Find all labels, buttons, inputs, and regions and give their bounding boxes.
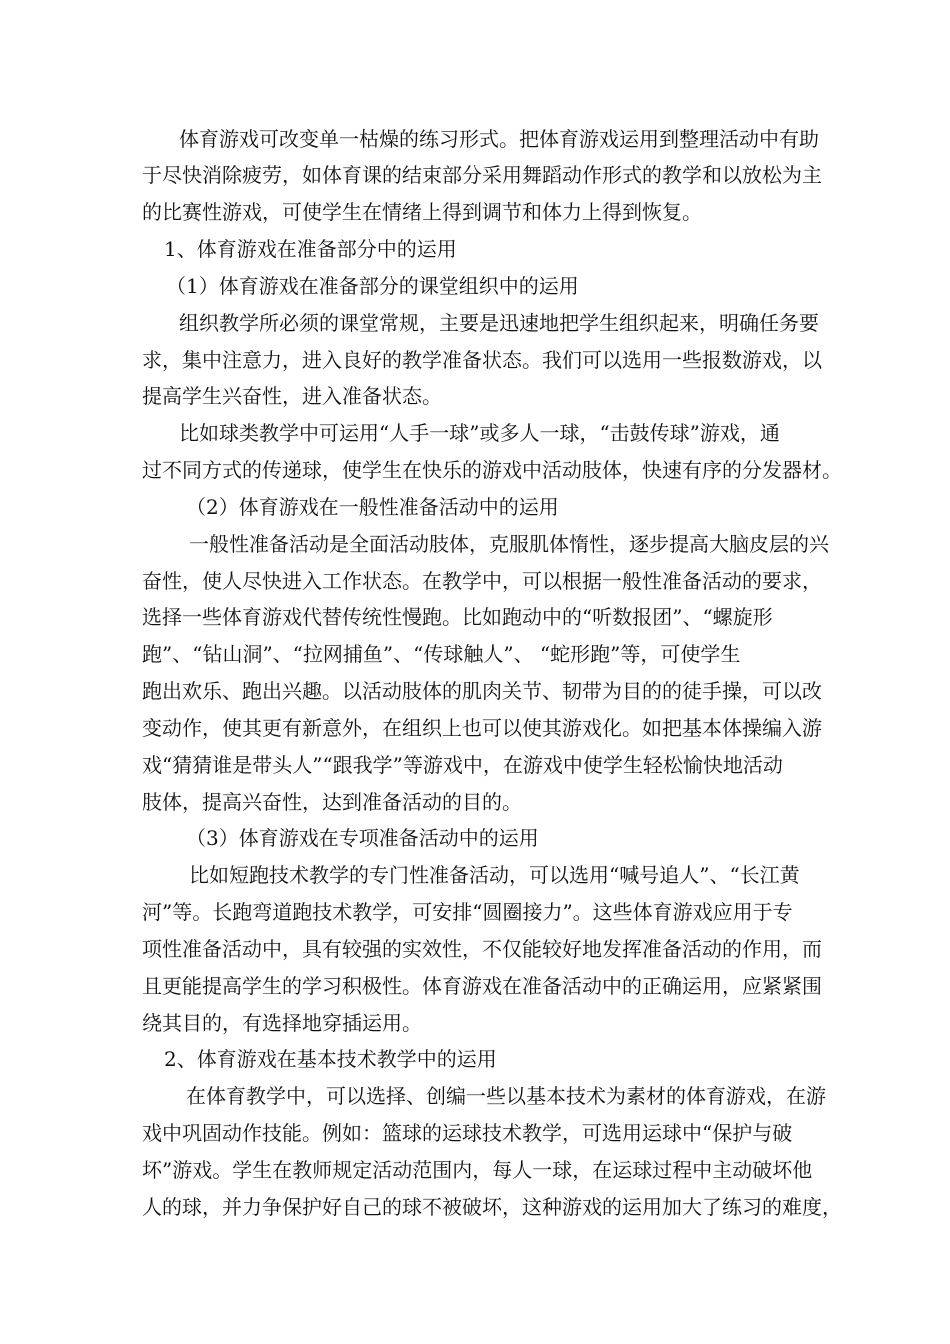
text-line-14: 选择一些体育游戏代替传统性慢跑。比如跑动中的“听数报团”、“螺旋形: [142, 605, 773, 629]
text-line-24: 且更能提高学生的学习积极性。体育游戏在准备活动中的正确运用，应紧紧围: [142, 974, 822, 998]
text-line-12: 一般性准备活动是全面活动肢体，克服肌体惰性，逐步提高大脑皮层的兴: [189, 532, 829, 556]
section-heading-2: 2、体育游戏在基本技术教学中的运用: [164, 1047, 497, 1071]
text-line-1: 体育游戏可改变单一枯燥的练习形式。把体育游戏运用到整理活动中有助: [179, 127, 819, 151]
text-line-25: 绕其目的，有选择地穿插运用。: [142, 1011, 422, 1035]
text-line-3: 的比赛性游戏，可使学生在情绪上得到调节和体力上得到恢复。: [142, 200, 702, 224]
text-line-30: 人的球，并力争保护好自己的球不被破坏，这种游戏的运用加大了练习的难度，: [142, 1195, 842, 1219]
text-line-21: 比如短跑技术教学的专门性准备活动，可以选用“喊号追人”、“长江黄: [189, 863, 800, 887]
subsection-heading-1: （1）体育游戏在准备部分的课堂组织中的运用: [166, 274, 579, 298]
text-line-9: 比如球类教学中可运用“人手一球”或多人一球，“击鼓传球”游戏，通: [179, 421, 780, 445]
text-line-13: 奋性，使人尽快进入工作状态。在教学中，可以根据一般性准备活动的要求，: [142, 569, 822, 593]
text-line-6: 组织教学所必须的课堂常规，主要是迅速地把学生组织起来，明确任务要: [179, 311, 819, 335]
text-line-29: 坏”游戏。学生在教师规定活动范围内，每人一球，在运球过程中主动破坏他: [142, 1158, 813, 1182]
text-line-2: 于尽快消除疲劳，如体育课的结束部分采用舞蹈动作形式的教学和以放松为主: [142, 163, 822, 187]
subsection-heading-3: （3）体育游戏在专项准备活动中的运用: [186, 826, 539, 850]
text-line-23: 项性准备活动中，具有较强的实效性，不仅能较好地发挥准备活动的作用，而: [142, 937, 822, 961]
text-line-7: 求，集中注意力，进入良好的教学准备状态。我们可以选用一些报数游戏，以: [142, 348, 822, 372]
text-line-17: 变动作，使其更有新意外，在组织上也可以使其游戏化。如把基本体操编入游: [142, 716, 822, 740]
section-heading-1: 1、体育游戏在准备部分中的运用: [164, 237, 457, 261]
text-line-10: 过不同方式的传递球，使学生在快乐的游戏中活动肢体，快速有序的分发器材。: [142, 458, 842, 482]
text-line-18: 戏“猜猜谁是带头人”“跟我学”等游戏中，在游戏中使学生轻松愉快地活动: [142, 753, 783, 777]
subsection-heading-2: （2）体育游戏在一般性准备活动中的运用: [186, 495, 559, 519]
text-line-8: 提高学生兴奋性，进入准备状态。: [142, 384, 442, 408]
text-line-22: 河”等。长跑弯道跑技术教学，可安排“圆圈接力”。这些体育游戏应用于专: [142, 900, 793, 924]
text-line-19: 肢体，提高兴奋性，达到准备活动的目的。: [142, 790, 522, 814]
text-line-16: 跑出欢乐、跑出兴趣。以活动肢体的肌肉关节、韧带为目的的徒手操，可以改: [142, 679, 822, 703]
text-line-27: 在体育教学中，可以选择、创编一些以基本技术为素材的体育游戏，在游: [186, 1084, 826, 1108]
text-line-28: 戏中巩固动作技能。例如：篮球的运球技术教学，可选用运球中“保护与破: [142, 1121, 793, 1145]
text-line-15: 跑”、“钻山洞”、“拉网捕鱼”、“传球触人”、 “蛇形跑”等，可使学生: [142, 642, 741, 666]
